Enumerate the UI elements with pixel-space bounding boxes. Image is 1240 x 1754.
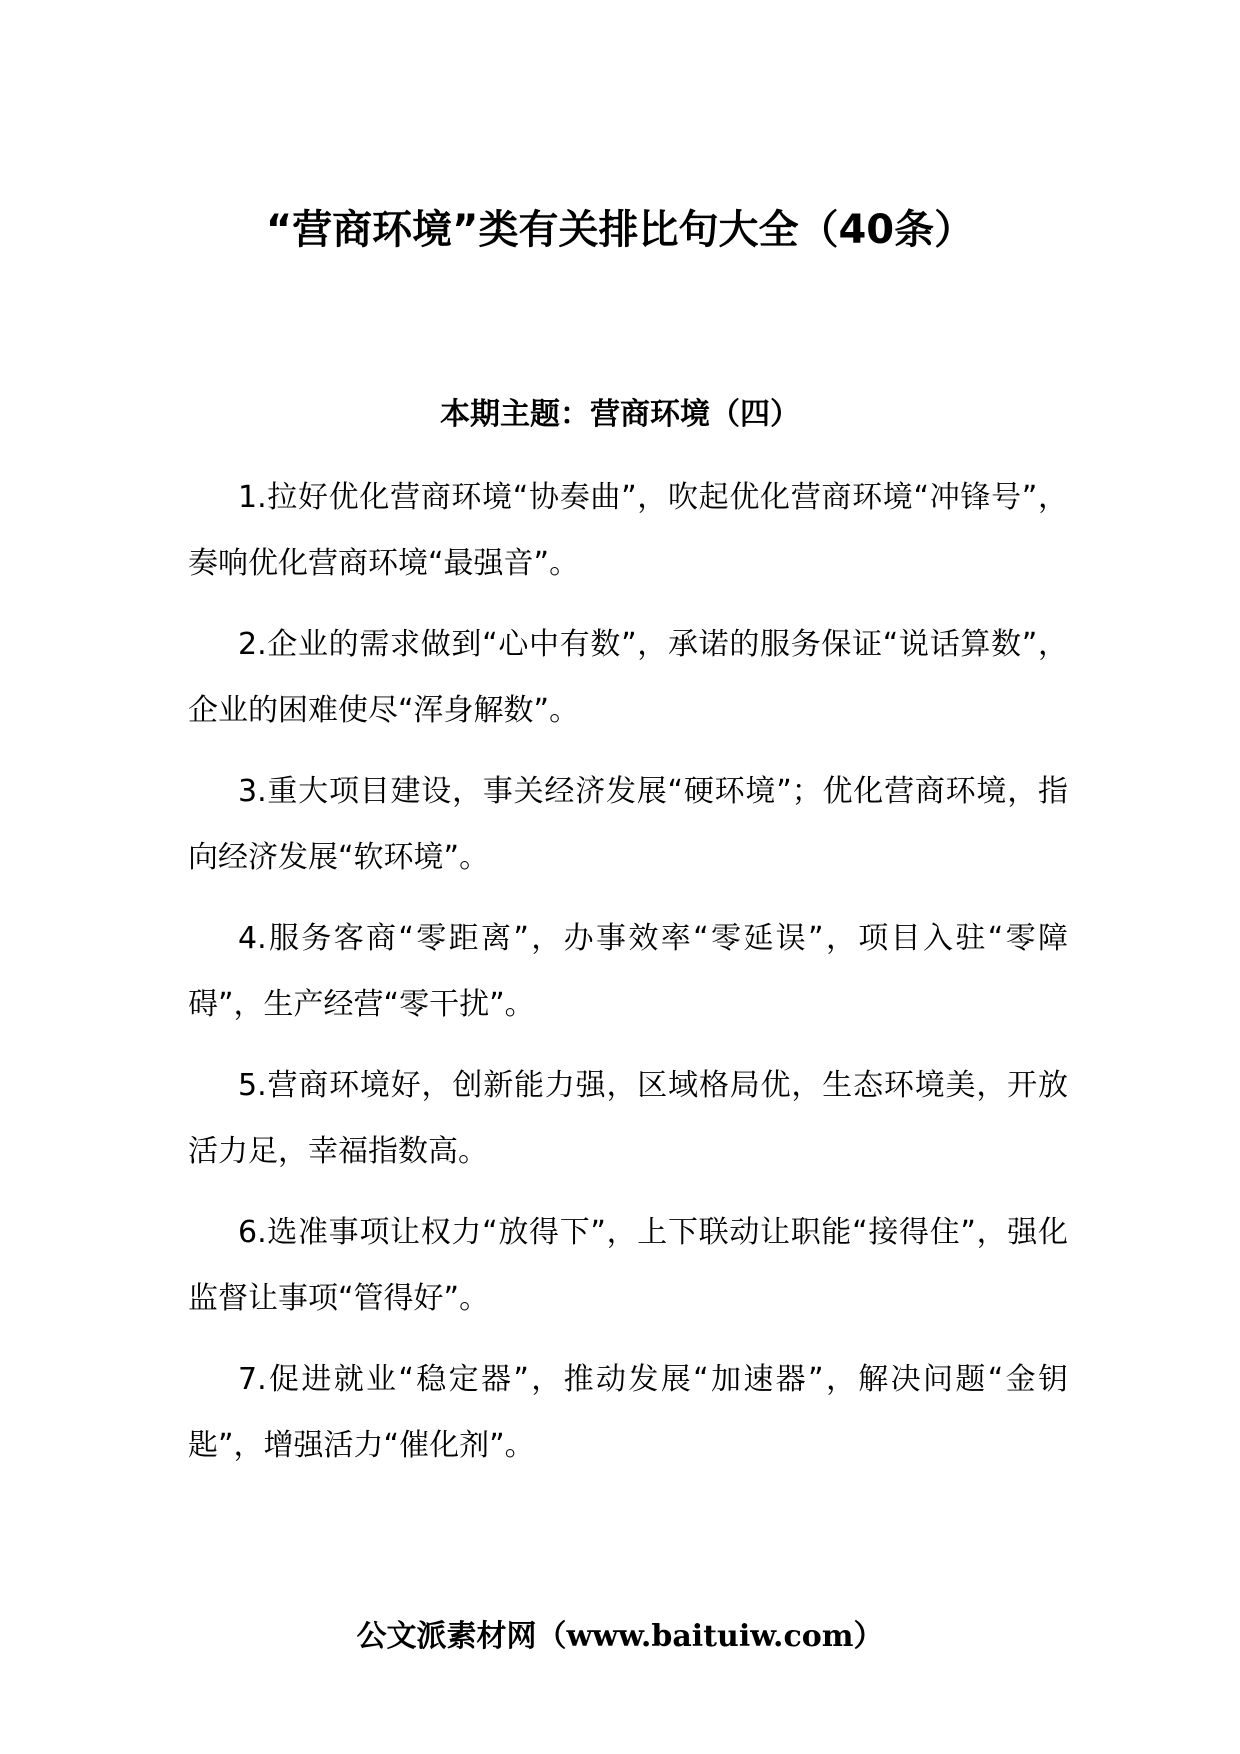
document-title: “营商环境”类有关排比句大全（40条） [265,207,975,253]
document-subtitle: 本期主题：营商环境（四） [440,397,800,432]
list-item: 4.服务客商“零距离”，办事效率“零延误”，项目入驻“零障碍”，生产经营“零干扰”。 [188,921,1068,1022]
list-item: 3.重大项目建设，事关经济发展“硬环境”；优化营商环境，指向经济发展“软环境”。 [188,774,1068,875]
list-item: 5.营商环境好，创新能力强，区域格局优，生态环境美，开放活力足，幸福指数高。 [188,1068,1068,1169]
page-footer: 公文派素材网（www.baituiw.com） [356,1619,884,1654]
list-item: 6.选准事项让权力“放得下”，上下联动让职能“接得住”，强化监督让事项“管得好”。 [188,1215,1068,1316]
sentence-list [188,465,1068,1494]
list-item: 2.企业的需求做到“心中有数”，承诺的服务保证“说话算数”，企业的困难使尽“浑身解数”。 [188,627,1068,728]
list-item: 1.拉好优化营商环境“协奏曲”，吹起优化营商环境“冲锋号”，奏响优化营商环境“最强音”。 [188,480,1068,581]
list-item: 7.促进就业“稳定器”，推动发展“加速器”，解决问题“金钥匙”，增强活力“催化剂”。 [188,1362,1068,1463]
